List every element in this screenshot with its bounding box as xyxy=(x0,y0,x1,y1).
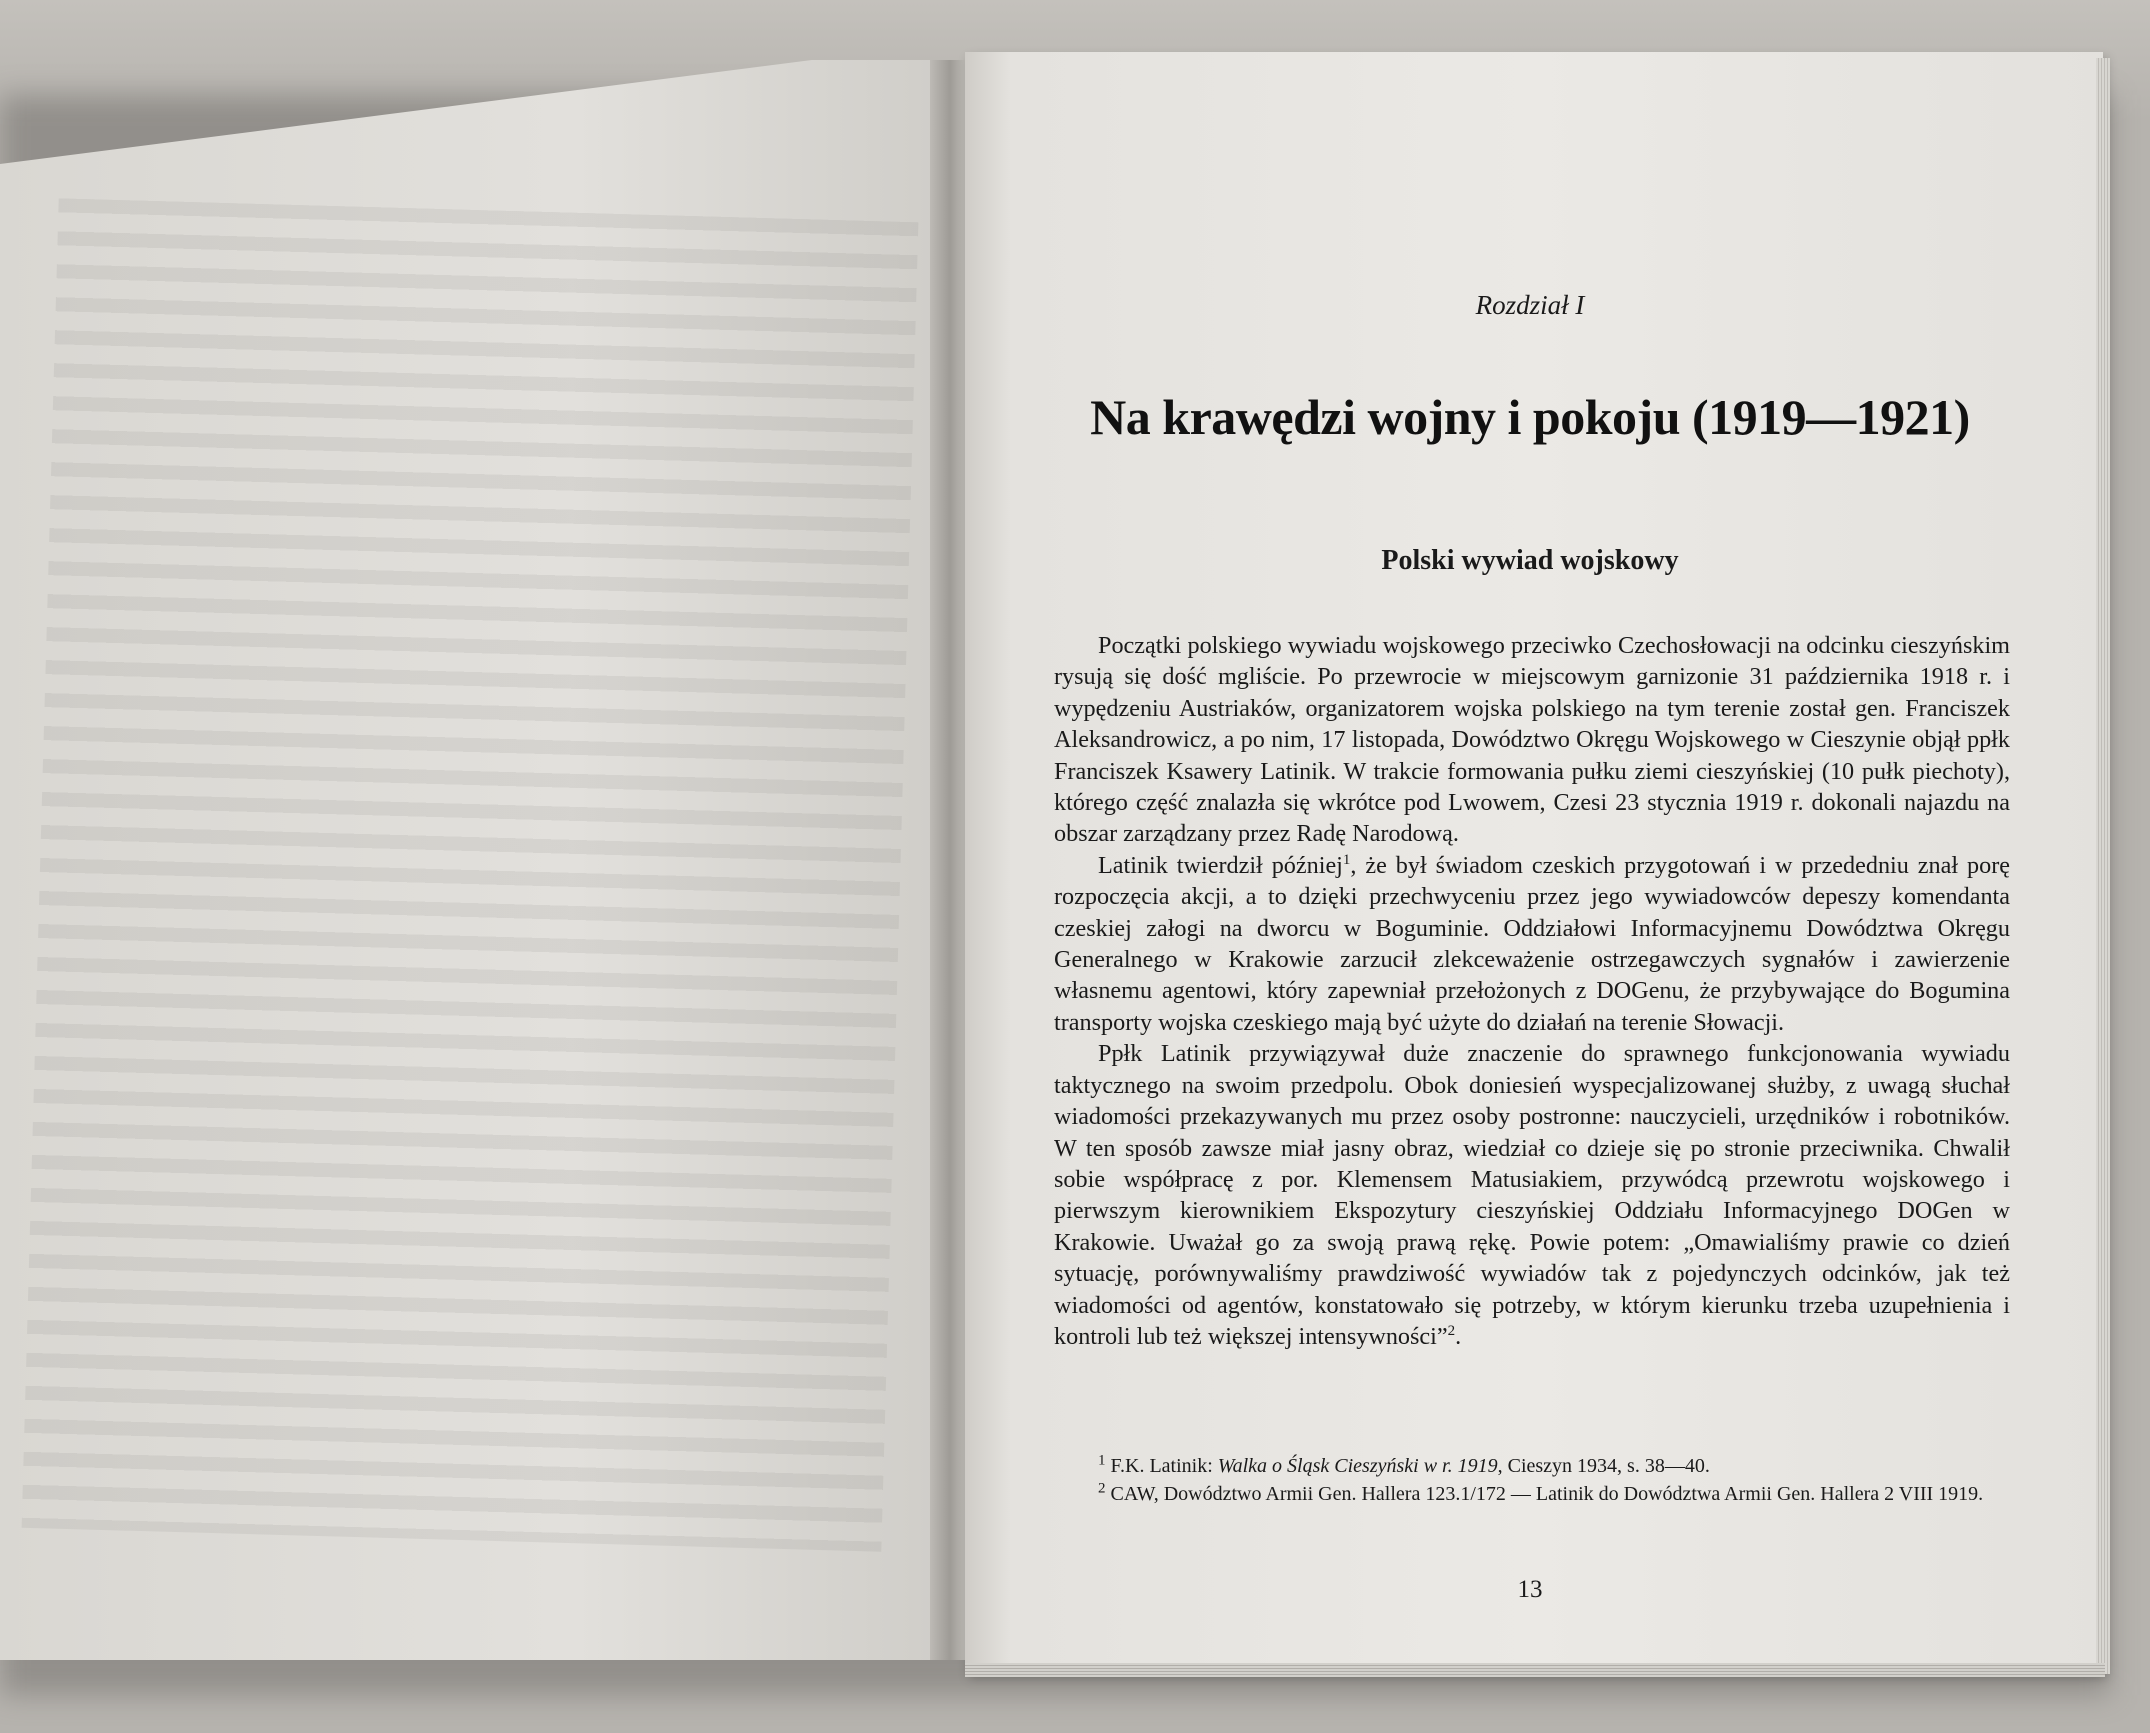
text-run: F.K. Latinik: xyxy=(1110,1455,1218,1477)
text-run: Początki polskiego wywiadu wojskowego przeciwko Czechosłowacji na odcinku cieszyńskim rysują się dość mgliście. Po przewrocie w miejscowym garnizonie 31 października 1918 r. i wypędzeniu Austriaków, organizatorem wojska polskiego na tym terenie został gen. Franciszek Aleksandrowicz, a po nim, 17 listopada, Dowództwo Okręgu Wojskowego w Cieszynie objął ppłk Franciszek Ksawery Latinik. W trakcie formowania pułku ziemi cieszyńskiej (10 pułk piechoty), którego część znalazła się wkrótce pod Lwowem, Czesi 23 stycznia 1919 r. dokonali najazdu na obszar zarządzany przez Radę Narodową. xyxy=(1054,632,2010,848)
left-page xyxy=(0,60,955,1660)
footnotes xyxy=(1054,1452,2010,1508)
footnote-number: 1 xyxy=(1098,1452,1106,1469)
paragraph xyxy=(1054,630,2010,850)
paragraph xyxy=(1054,1038,2010,1352)
page-edge xyxy=(2096,58,2110,1674)
book-gutter xyxy=(930,60,970,1660)
footnote-marker: 2 xyxy=(1447,1322,1456,1339)
body-text xyxy=(1054,630,2010,1352)
right-page-content xyxy=(1040,0,2020,1733)
footnote-marker: 1 xyxy=(1342,851,1351,868)
chapter-title: Na krawędzi wojny i pokoju (1919—1921) xyxy=(1090,389,1970,445)
text-run: CAW, Dowództwo Armii Gen. Hallera 123.1/172 — Latinik do Dowództwa Armii Gen. Hallera 2 VIII 1919. xyxy=(1110,1483,1984,1505)
chapter-label: Rozdział I xyxy=(1475,290,1585,320)
section-title: Polski wywiad wojskowy xyxy=(1381,545,1679,576)
footnote xyxy=(1054,1452,2010,1480)
footnote-number: 2 xyxy=(1098,1480,1106,1497)
text-run: , że był świadom czeskich przygotowań i w przededniu znał porę rozpoczęcia akcji, a to dzięki przechwyceniu przez jego wywiadowców depeszy komendanta czeskiej załogi na dworcu w Boguminie. Oddziałowi Informacyjnemu Dowództwa Okręgu Generalnego w Krakowie zarzucił zlekceważenie ostrzegawczych sygnałów i zawierzenie własnemu agentowi, który zapewniał przełożonych z DOGenu, że przybywające do Bogumina transporty wojska czeskiego mają być użyte do działań na terenie Słowacji. xyxy=(1054,851,2010,1036)
footnote xyxy=(1054,1480,2010,1508)
italic-text: Walka o Śląsk Cieszyński w r. 1919 xyxy=(1217,1455,1498,1477)
page-number: 13 xyxy=(1517,1576,1543,1603)
paragraph xyxy=(1054,850,2010,1038)
text-run: , Cieszyn 1934, s. 38—40. xyxy=(1497,1455,1710,1477)
text-run: . xyxy=(1455,1322,1462,1350)
text-run: Ppłk Latinik przywiązywał duże znaczenie do sprawnego funkcjonowania wywiadu taktycznego na swoim przedpolu. Obok doniesień wyspecjalizowanej służby, z uwagą słuchał wiadomości przekazywanych mu przez osoby postronne: nauczycieli, urzędników i robotników. W ten sposób zawsze miał jasny obraz, wiedział co dzieje się po stronie przeciwnika. Chwalił sobie współpracę z por. Klemensem Matusiakiem, przywódcą przewrotu wojskowego i pierwszym kierownikiem Ekspozytury cieszyńskiej Oddziału Informacyjnego DOGen w Krakowie. Uważał go za swoją prawą rękę. Powie potem: „Omawialiśmy prawie co dzień sytuację, porównywaliśmy prawdziwość wywiadów tak z pojedynczych odcinków, jak też wiadomości od agentów, konstatowało się potrzeby, w którym kierunku trzeba uzupełnienia i kontroli lub też większej intensywności” xyxy=(1054,1040,2010,1350)
text-run: Latinik twierdził później xyxy=(1098,851,1343,879)
left-page-faded-text xyxy=(22,198,919,1551)
